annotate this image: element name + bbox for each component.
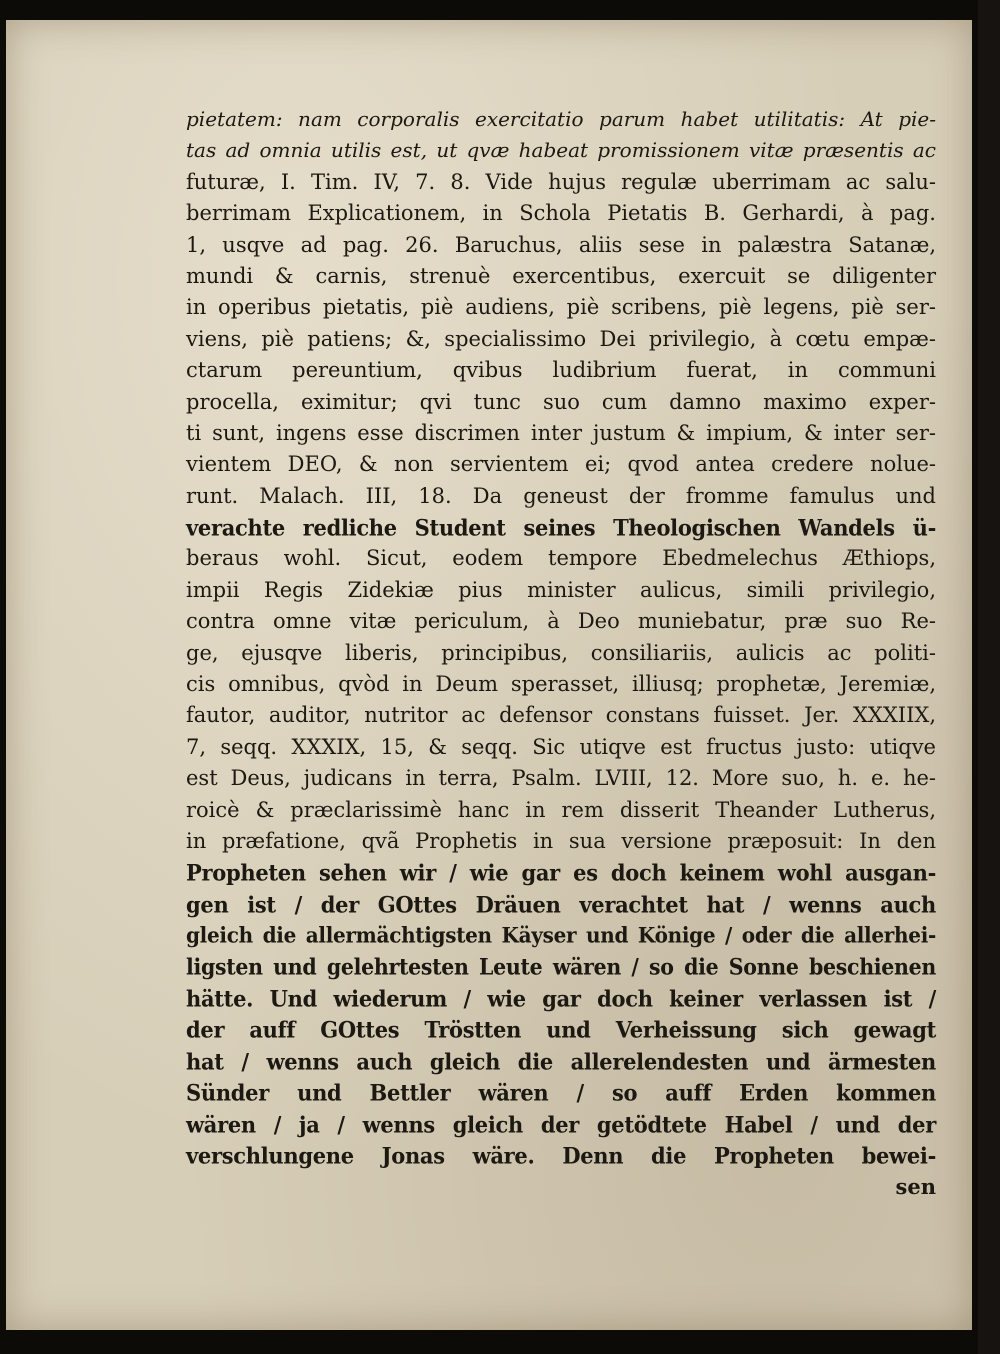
document-page <box>6 20 972 1330</box>
text-line: Propheten sehen wir / wie gar es doch keinem wohl ausgan- <box>186 859 936 887</box>
text-line: procella, eximitur; qvi tunc suo cum damno maximo exper- <box>186 389 936 414</box>
text-line: cis omnibus, qvòd in Deum sperasset, illiusq; prophetæ, Jeremiæ, <box>186 672 936 697</box>
text-line: pietatem: nam corporalis exercitatio parum habet utilitatis: At pie- <box>186 107 936 131</box>
text-line: in præfatione, qvã Prophetis in sua versione præposuit: In den <box>186 828 936 853</box>
text-line: berrimam Explicationem, in Schola Pietatis B. Gerhardi, à pag. <box>186 201 936 226</box>
text-line: contra omne vitæ periculum, à Deo muniebatur, præ suo Re- <box>186 609 936 634</box>
scan-border <box>978 0 1000 1354</box>
text-line: mundi & carnis, strenuè exercentibus, exercuit se diligenter <box>186 263 936 288</box>
text-line: roicè & præclarissimè hanc in rem disserit Theander Lutherus, <box>186 797 936 822</box>
text-line: beraus wohl. Sicut, eodem tempore Ebedmelechus Æthiops, <box>186 546 936 571</box>
text-line: impii Regis Zidekiæ pius minister aulicus, simili privilegio, <box>186 577 936 602</box>
text-line: 7, seqq. XXXIX, 15, & seqq. Sic utiqve est fructus justo: utiqve <box>186 734 936 759</box>
text-line: futuræ, I. Tim. IV, 7. 8. Vide hujus regulæ uberrimam ac salu- <box>186 169 936 194</box>
text-line: 1, usqve ad pag. 26. Baruchus, aliis sese in palæstra Satanæ, <box>186 232 936 257</box>
text-block <box>186 104 936 1203</box>
text-line: runt. Malach. III, 18. Da geneust der fromme famulus und <box>186 483 936 508</box>
text-line: Sünder und Bettler wären / so auff Erden kommen <box>186 1079 936 1107</box>
text-line: est Deus, judicans in terra, Psalm. LVIII, 12. More suo, h. e. he- <box>186 766 936 791</box>
text-line: verachte redliche Student seines Theologischen Wandels ü- <box>186 514 936 542</box>
text-line: hätte. Und wiederum / wie gar doch keiner verlassen ist / <box>186 984 936 1012</box>
text-line: ctarum pereuntium, qvibus ludibrium fuerat, in communi <box>186 358 936 383</box>
text-line: der auff GOttes Tröstten und Verheissung sich gewagt <box>186 1016 936 1044</box>
text-line: gen ist / der GOttes Dräuen verachtet hat / wenns auch <box>186 890 936 918</box>
text-line: hat / wenns auch gleich die allerelendesten und ärmesten <box>186 1047 936 1075</box>
text-line: tas ad omnia utilis est, ut qvæ habeat promissionem vitæ præsentis ac <box>186 138 936 163</box>
text-line: viens, piè patiens; &, specialissimo Dei privilegio, à cœtu empæ- <box>186 326 936 351</box>
text-line: wären / ja / wenns gleich der getödtete Habel / und der <box>186 1110 936 1138</box>
text-line: ligsten und gelehrtesten Leute wären / so die Sonne beschienen <box>186 953 936 980</box>
text-line: vientem DEO, & non servientem ei; qvod antea credere nolue- <box>186 452 936 477</box>
text-line: verschlungene Jonas wäre. Denn die Propheten bewei- <box>186 1141 936 1169</box>
catchword: sen <box>895 1174 936 1200</box>
text-line: gleich die allermächtigsten Käyser und Könige / oder die allerhei- <box>186 922 936 949</box>
text-line: ge, ejusqve liberis, principibus, consiliariis, aulicis ac politi- <box>186 640 936 665</box>
text-line: in operibus pietatis, piè audiens, piè scribens, piè legens, piè ser- <box>186 295 936 320</box>
text-line: fautor, auditor, nutritor ac defensor constans fuisset. Jer. XXXIIX, <box>186 703 936 728</box>
text-line: ti sunt, ingens esse discrimen inter justum & impium, & inter ser- <box>186 420 936 445</box>
